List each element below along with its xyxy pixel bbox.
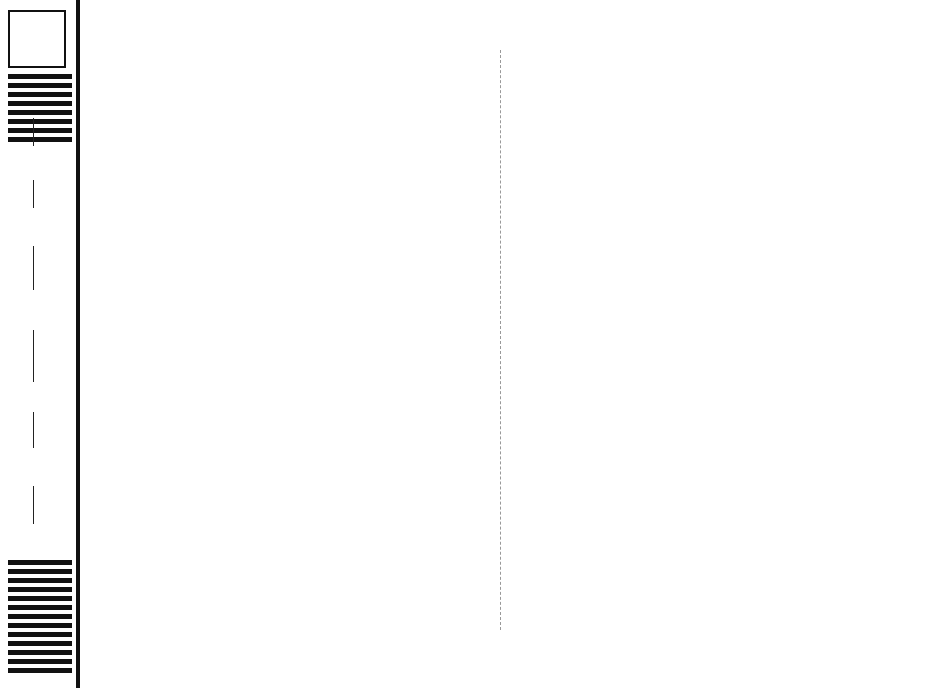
binding-strip bbox=[0, 0, 80, 688]
class-line bbox=[33, 412, 34, 448]
name-line bbox=[33, 330, 34, 382]
column-divider bbox=[500, 50, 501, 630]
county-line bbox=[33, 486, 34, 524]
barcode-bars-bottom bbox=[8, 560, 72, 677]
qr-code bbox=[8, 10, 66, 68]
candidate-number-line bbox=[33, 246, 34, 290]
seat-number-line bbox=[33, 118, 34, 146]
strip-border bbox=[76, 0, 80, 688]
exam-room-line bbox=[33, 180, 34, 208]
barcode-bars-top bbox=[8, 74, 72, 146]
